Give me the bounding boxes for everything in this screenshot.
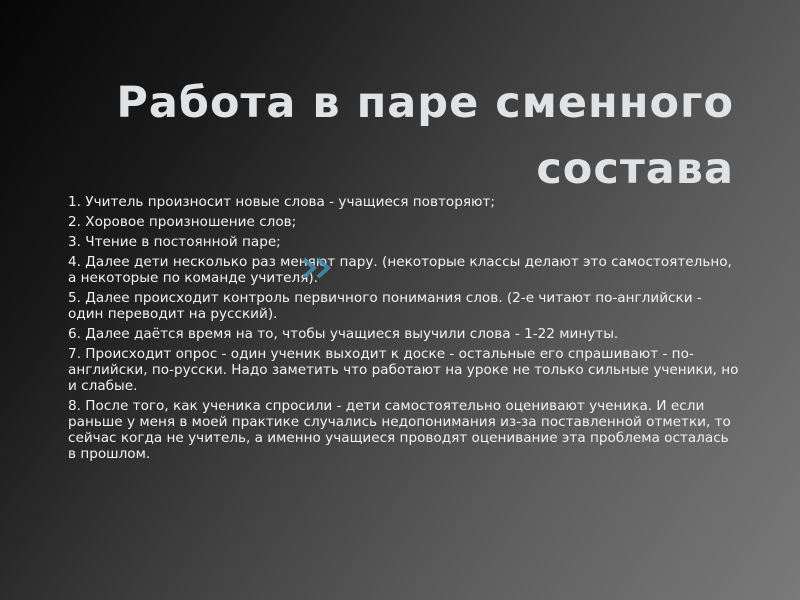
list-item: 6. Далее даётся время на то, чтобы учащиеся выучили слова - 1-22 минуты. bbox=[68, 326, 619, 342]
list-item: 2. Хоровое произношение слов; bbox=[68, 214, 297, 230]
slide-title: Работа в паре сменного состава bbox=[116, 78, 734, 194]
list-item: 8. После того, как ученика спросили - дети самостоятельно оценивают ученика. И если раньше у меня в моей практике случались недопонимания из-за поставленной отметки, то сейчас когда не учитель, а именно учащиеся проводят оценивание эта проблема осталась в прошлом. bbox=[68, 398, 731, 462]
double-chevron-right-icon bbox=[300, 256, 340, 280]
list-item: 1. Учитель произносит новые слова - учащиеся повторяют; bbox=[68, 194, 495, 210]
list-item: 5. Далее происходит контроль первичного понимания слов. (2-е читают по-английски - один переводит на русский). bbox=[68, 290, 702, 322]
list-item: 7. Происходит опрос - один ученик выходит к доске - остальные его спрашивают - по-английски, по-русски. Надо заметить что работают на уроке не только сильные ученики, но и слабые. bbox=[68, 346, 739, 394]
list-item: 3. Чтение в постоянной паре; bbox=[68, 234, 281, 250]
list-item: 4. Далее дети несколько раз меняют пару. (некоторые классы делают это самостоятельно, а некоторые по команде учителя). bbox=[68, 254, 732, 286]
slide-body bbox=[68, 194, 740, 466]
